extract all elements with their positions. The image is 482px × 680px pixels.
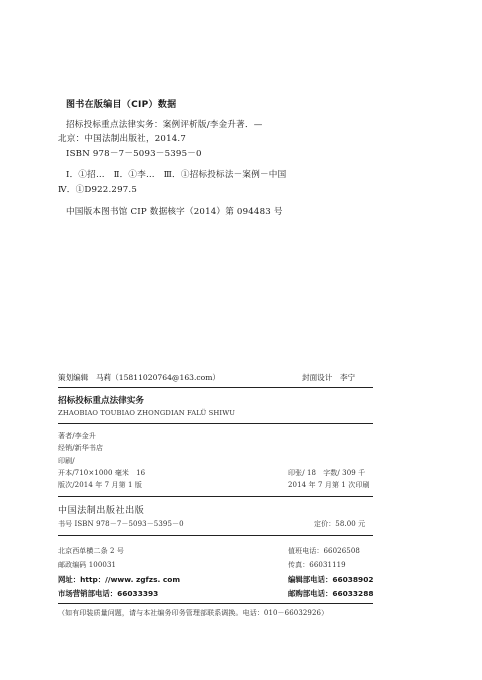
printing: 2014 年 7 月第 1 次印刷 — [288, 481, 370, 489]
book-title: 招标投标重点法律实务 — [58, 396, 144, 406]
printer: 印刷/ — [58, 457, 75, 465]
distributor: 经销/新华书店 — [58, 444, 104, 452]
publisher-name: 中国法制出版社出版 — [58, 506, 145, 516]
sheets: 印张/ 18 字数/ 309 千 — [288, 469, 366, 477]
divider — [58, 535, 373, 536]
isbn: 书号 ISBN 978－7－5093－5395－0 — [58, 520, 184, 528]
purchasing-phone: 邮购部电话：66033288 — [288, 589, 374, 598]
cover-designer-credit: 封面设计 李宁 — [302, 373, 356, 382]
format: 开本/710×1000 毫米 16 — [58, 469, 146, 477]
postcode: 邮政编码 100031 — [58, 561, 117, 569]
author: 著者/李金升 — [58, 432, 96, 440]
marketing-phone: 市场营销部电话：66033393 — [58, 589, 159, 598]
cip-subjects-line2: Ⅳ．①D922.297.5 — [58, 185, 137, 195]
edition: 版次/2014 年 7 月第 1 版 — [58, 481, 143, 489]
website: 网址：http：//www. zgfzs. com — [58, 575, 181, 584]
divider — [58, 603, 373, 604]
editorial-phone: 编辑部电话：66038902 — [288, 575, 374, 584]
cip-number: 中国版本图书馆 CIP 数据核字（2014）第 094483 号 — [66, 207, 283, 217]
book-pinyin: ZHAOBIAO TOUBIAO ZHONGDIAN FALÜ SHIWU — [58, 409, 236, 417]
divider — [58, 387, 373, 388]
divider — [58, 496, 373, 497]
duty-phone: 值班电话：66026508 — [288, 547, 360, 555]
cip-publisher-line: 北京：中国法制出版社，2014.7 — [58, 134, 187, 144]
cip-subjects-line1: Ⅰ．①招… Ⅱ．①李… Ⅲ．①招标投标法－案例－中国 — [66, 170, 287, 180]
cip-title-line: 招标投标重点法律实务：案例评析版/李金升著．— — [66, 120, 263, 130]
cip-heading: 图书在版编目（CIP）数据 — [66, 100, 177, 110]
editor-credit: 策划编辑 马莉（15811020764@163.com） — [58, 373, 221, 382]
divider — [58, 423, 373, 424]
quality-notice: （如有印装质量问题，请与本社编务印务管理部联系调换。电话：010－66032926） — [58, 609, 329, 617]
address: 北京西单横二条 2 号 — [58, 547, 125, 555]
fax: 传真：66031119 — [288, 561, 346, 569]
cip-isbn-line: ISBN 978－7－5093－5395－0 — [66, 149, 202, 159]
price: 定价：58.00 元 — [314, 520, 366, 528]
